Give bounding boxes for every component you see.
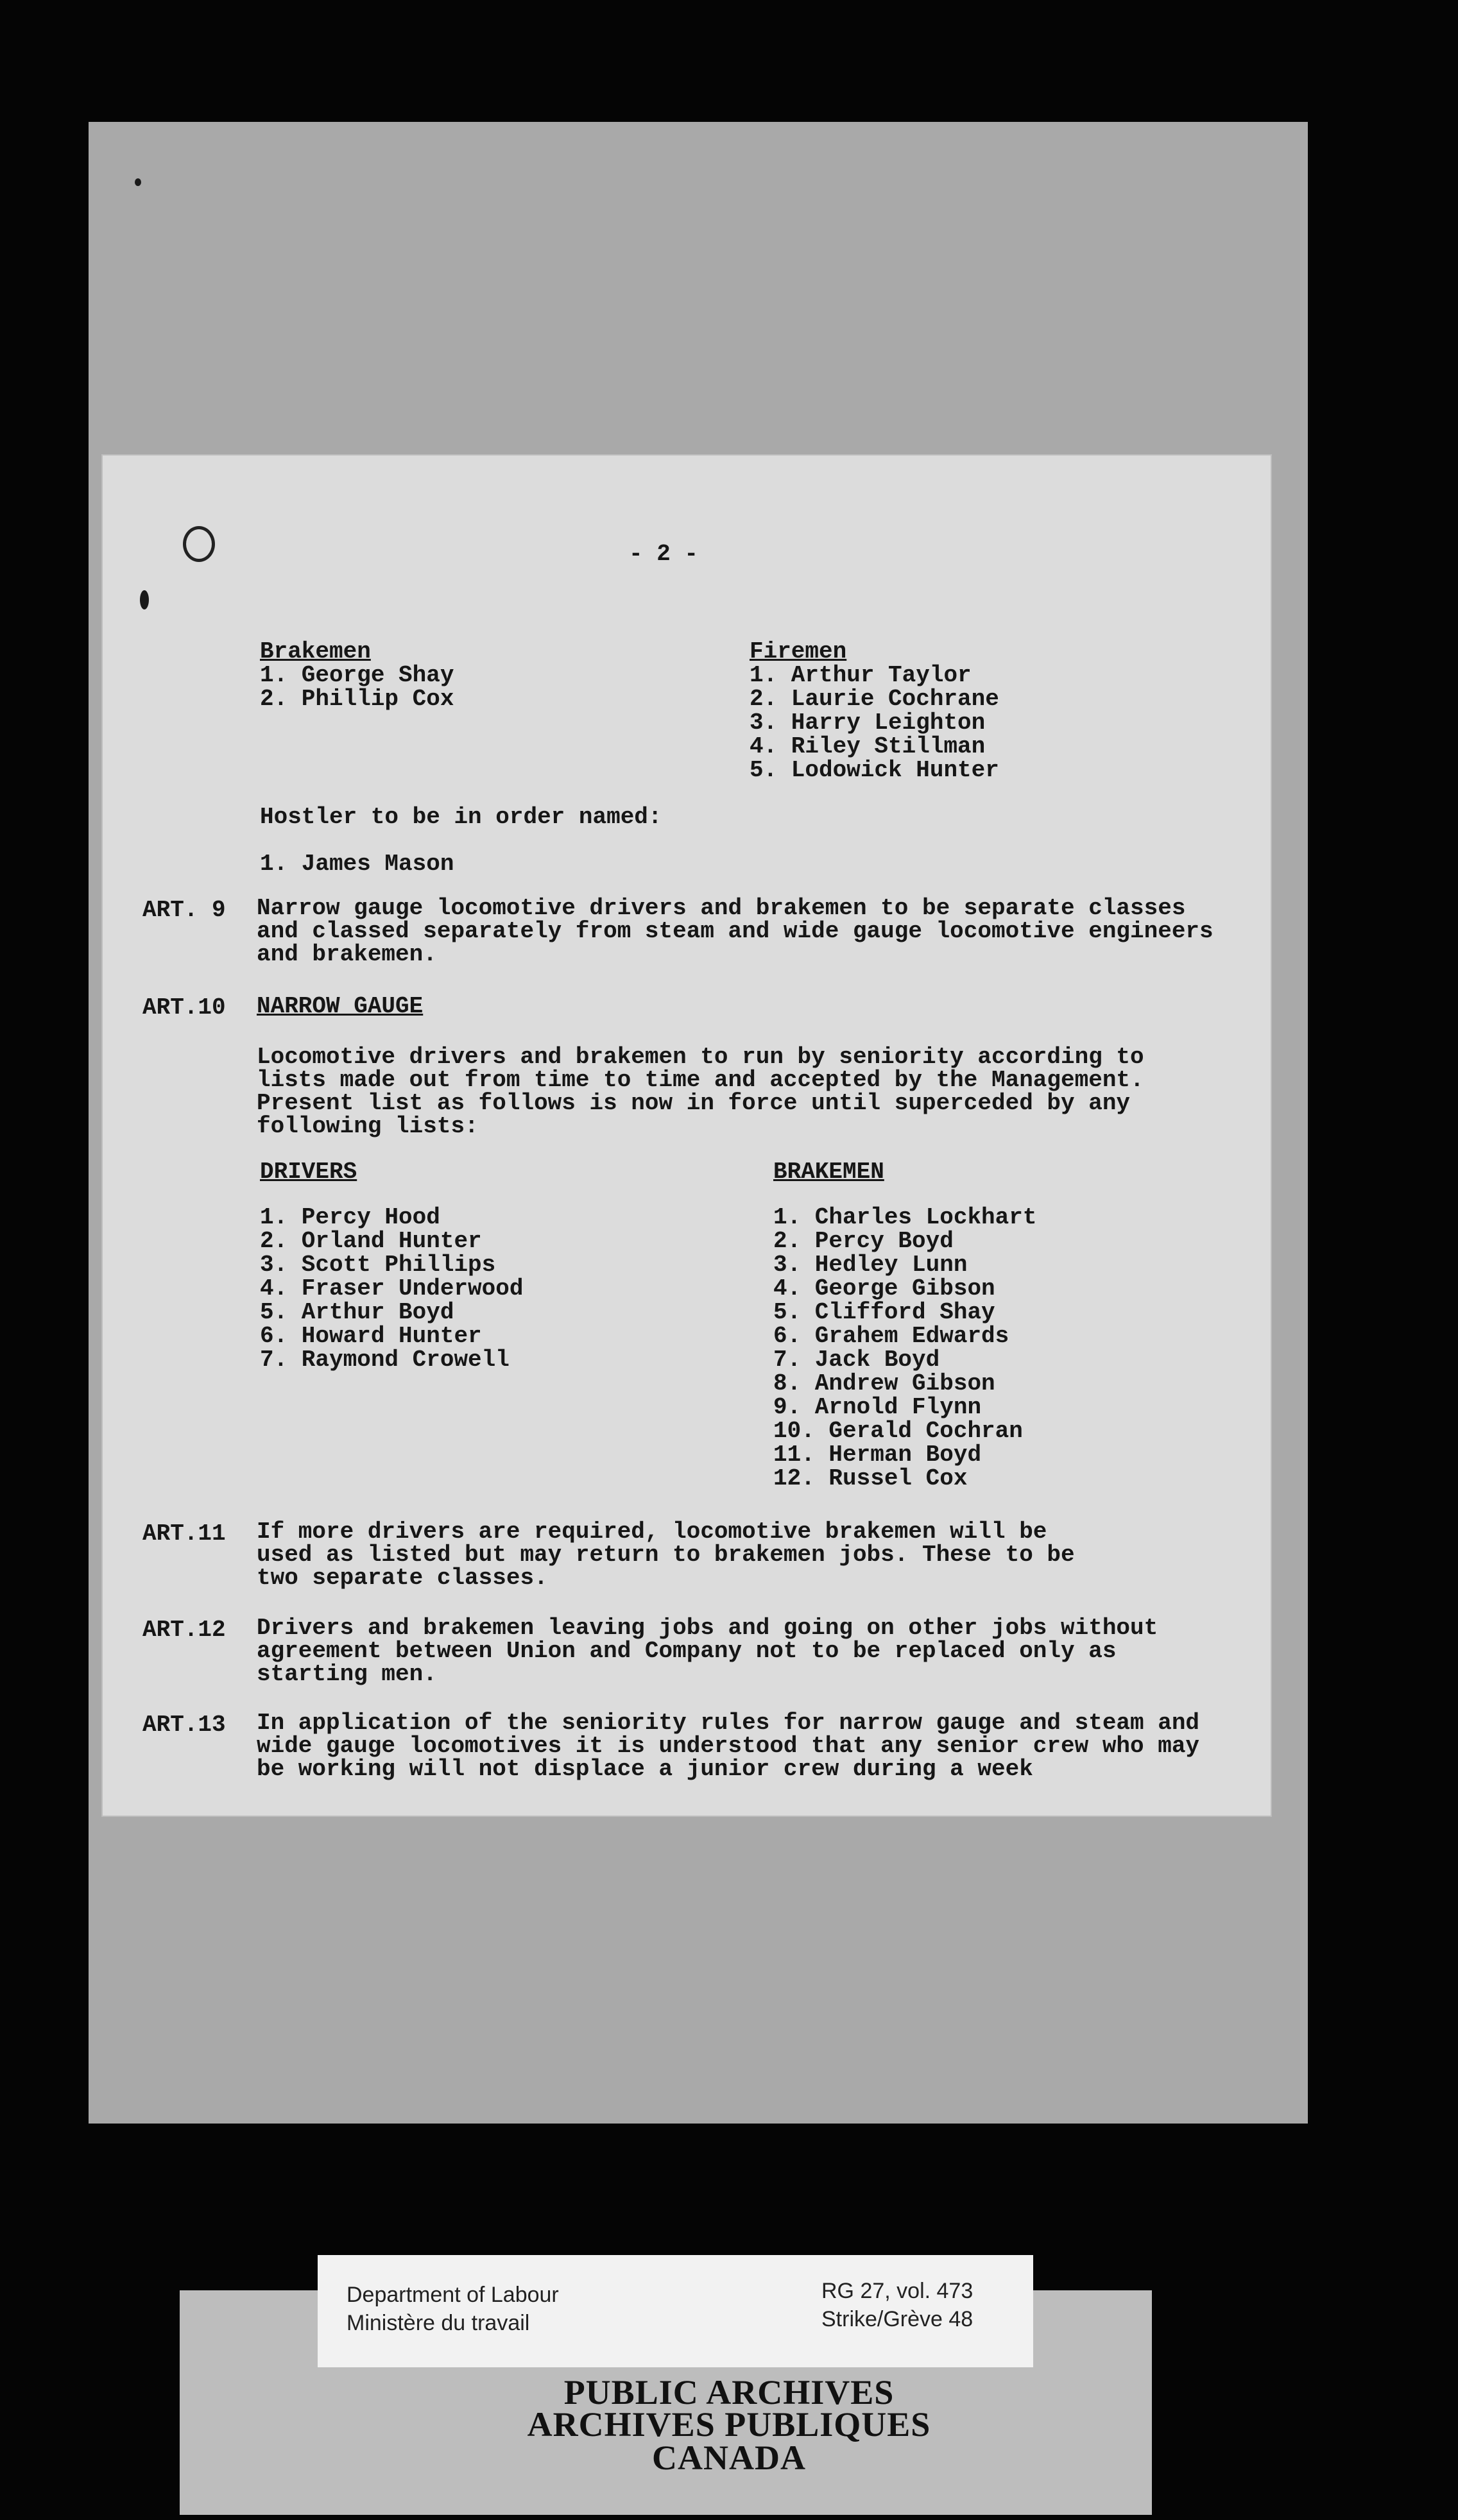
drivers-list xyxy=(260,1160,523,1372)
list-item: 5. Clifford Shay xyxy=(773,1299,995,1325)
list-item: 6. Howard Hunter xyxy=(260,1323,482,1349)
list-item: 2. Laurie Cochrane xyxy=(750,686,999,712)
list-item: 11. Herman Boyd xyxy=(773,1442,982,1468)
art10-label: ART.10 xyxy=(142,994,226,1021)
list-item: 4. George Gibson xyxy=(773,1275,995,1302)
art10-text: Locomotive drivers and brakemen to run by seniority according to lists made out from time to time and accepted by the Management. Present list as follows is now in force until superceded by any following lists: xyxy=(257,1044,1158,1139)
art13-text: In application of the seniority rules for narrow gauge and steam and wide gauge locomotives it is understood that any senior crew who may be working will not displace a junior crew during a week xyxy=(257,1710,1214,1782)
hostler-intro: Hostler to be in order named: xyxy=(260,804,662,830)
list-item: 5. Lodowick Hunter xyxy=(750,757,999,783)
list-item: 8. Andrew Gibson xyxy=(773,1370,995,1397)
list-item: 1. Arthur Taylor xyxy=(750,662,972,688)
brakemen-top-heading: Brakemen xyxy=(260,638,371,665)
art12-label: ART.12 xyxy=(142,1617,226,1643)
list-item: 6. Grahem Edwards xyxy=(773,1323,1009,1349)
list-item: 1. Percy Hood xyxy=(260,1204,440,1230)
art12-text: Drivers and brakemen leaving jobs and going on other jobs without agreement between Union and Company not to be replaced only as starting men. xyxy=(257,1615,1172,1687)
brakemen-list xyxy=(773,1160,1036,1490)
list-item: 3. Scott Phillips xyxy=(260,1252,496,1278)
list-item: 4. Riley Stillman xyxy=(750,733,986,760)
art13-label: ART.13 xyxy=(142,1712,226,1738)
art11-text: If more drivers are required, locomotive brakemen will be used as listed but may return to brakemen jobs. These to be two separate classes. xyxy=(257,1519,1089,1591)
list-item: 3. Harry Leighton xyxy=(750,710,986,736)
firemen-list xyxy=(750,640,999,782)
department-english: Department of Labour xyxy=(347,2283,559,2307)
list-item: 1. Charles Lockhart xyxy=(773,1204,1037,1230)
art9-text: Narrow gauge locomotive drivers and brakemen to be separate classes and classed separately from steam and wide gauge locomotive engineers and brakemen. xyxy=(257,895,1228,967)
list-item: 2. Orland Hunter xyxy=(260,1228,482,1254)
film-speck xyxy=(140,590,149,609)
list-item: 7. Jack Boyd xyxy=(773,1347,940,1373)
list-item: 7. Raymond Crowell xyxy=(260,1347,510,1373)
list-item: 2. Phillip Cox xyxy=(260,686,454,712)
art10-heading: NARROW GAUGE xyxy=(257,993,424,1019)
art9-label: ART. 9 xyxy=(142,897,226,923)
brakemen-top-list xyxy=(260,640,454,711)
page-number: - 2 - xyxy=(629,541,699,567)
list-item: 4. Fraser Underwood xyxy=(260,1275,524,1302)
list-item: 3. Hedley Lunn xyxy=(773,1252,968,1278)
list-item: 2. Percy Boyd xyxy=(773,1228,954,1254)
art11-label: ART.11 xyxy=(142,1520,226,1547)
film-speck xyxy=(183,526,215,562)
record-group-reference: RG 27, vol. 473 xyxy=(821,2279,973,2303)
list-item: 10. Gerald Cochran xyxy=(773,1418,1023,1444)
list-item: 9. Arnold Flynn xyxy=(773,1394,982,1420)
brakemen-list-heading: BRAKEMEN xyxy=(773,1159,884,1185)
firemen-heading: Firemen xyxy=(750,638,847,665)
archives-stamp-line2: ARCHIVES PUBLIQUES xyxy=(527,2405,931,2444)
list-item: 12. Russel Cox xyxy=(773,1465,968,1492)
hostler-item: 1. James Mason xyxy=(260,851,454,877)
department-french: Ministère du travail xyxy=(347,2311,530,2335)
list-item: 5. Arthur Boyd xyxy=(260,1299,454,1325)
strike-number: Strike/Grève 48 xyxy=(821,2307,973,2331)
drivers-heading: DRIVERS xyxy=(260,1159,357,1185)
archives-stamp-line1: PUBLIC ARCHIVES xyxy=(563,2373,895,2412)
film-speck xyxy=(135,178,141,186)
list-item: 1. George Shay xyxy=(260,662,454,688)
archives-stamp-line3: CANADA xyxy=(652,2439,806,2477)
